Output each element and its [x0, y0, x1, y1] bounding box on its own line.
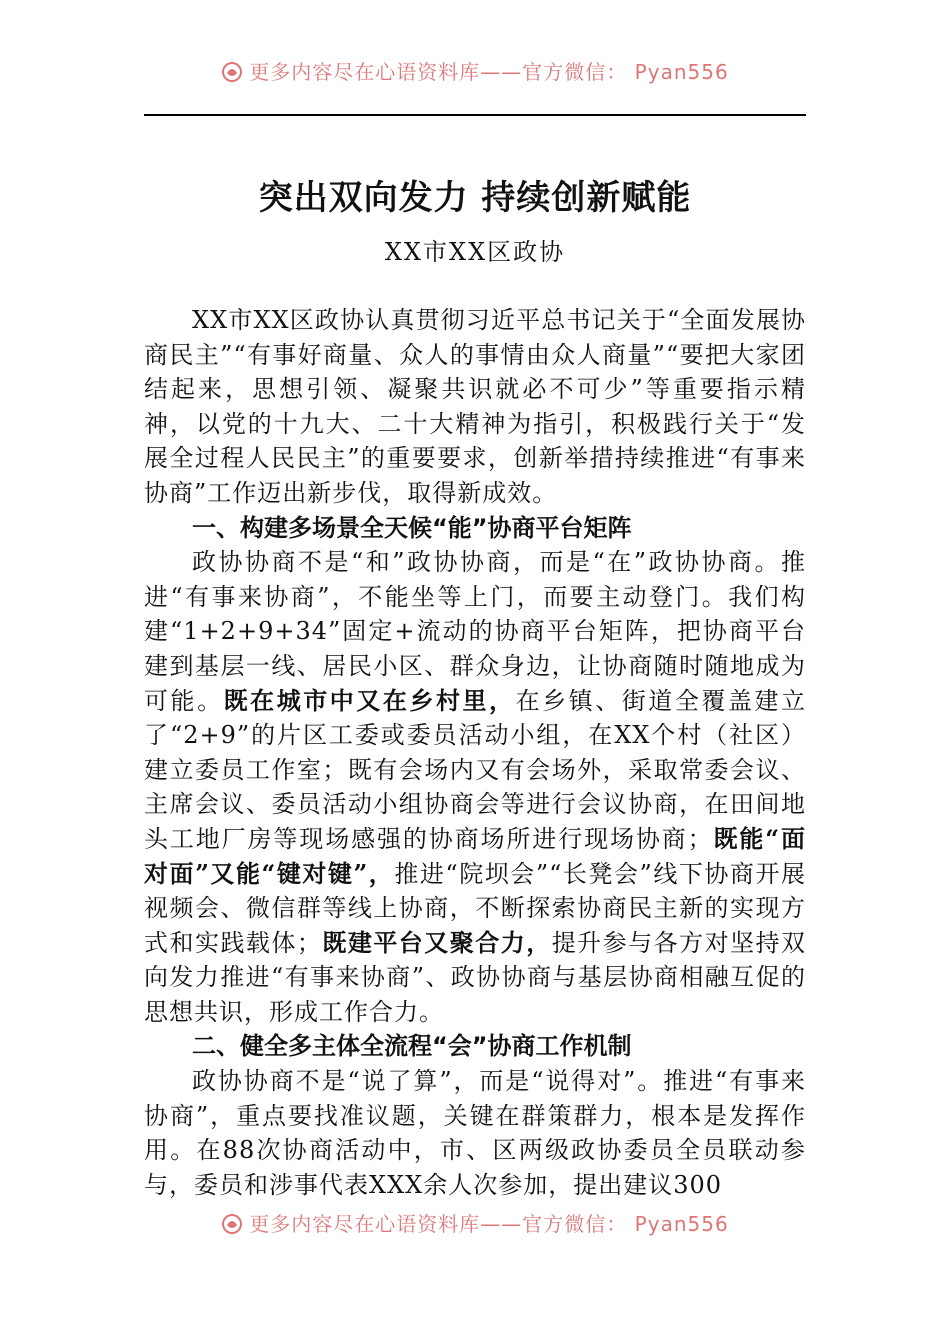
document-body — [144, 303, 806, 1202]
section-1-heading: 一、构建多场景全天候“能”协商平台矩阵 — [192, 513, 632, 542]
section-1-text-4: 提升参与各方对坚持双向发力推进“有事来协商”、政协协商与基层协商相融互促的思想共识，形成工作合力。 — [144, 928, 807, 1026]
watermark-text: 更多内容尽在心语资料库——官方微信： Pyan556 — [249, 60, 729, 84]
section-1-text-2: 在乡镇、街道全覆盖建立了“2+9”的片区工委或委员活动小组，在XX个村（社区）建立委员工作室；既有会场内又有会场外，采取常委会议、主席会议、委员活动小组协商会等进行会议协商，在田间地头工地厂房等现场感强的协商场所进行现场协商； — [144, 686, 807, 853]
section-1-text-3: 推进“院坝会”“长凳会”线下协商开展视频会、微信群等线上协商，不断探索协商民主新的实现方式和实践载体； — [144, 859, 806, 957]
section-1-bold-3: 既建平台又聚合力， — [321, 927, 552, 957]
section-2-heading: 二、健全多主体全流程“会”协商工作机制 — [192, 1032, 632, 1061]
watermark-header — [0, 56, 950, 85]
watermark-footer — [0, 1208, 950, 1237]
watermark-text: 更多内容尽在心语资料库——官方微信： Pyan556 — [249, 1212, 729, 1236]
logo-icon — [221, 1213, 243, 1235]
section-1-text-1: 政协协商不是“和”政协协商，而是“在”政协协商。推进“有事来协商”，不能坐等上门，而要主动登门。我们构建“1+2+9+34”固定+流动的协商平台矩阵，把协商平台建到基层一线、居民小区、群众身边，让协商随时随地成为可能。 — [144, 548, 806, 715]
document-title: 突出双向发力 持续创新赋能 — [258, 178, 692, 218]
section-1-paragraph — [144, 545, 806, 1029]
document-author: XX市XX区政协 — [384, 238, 566, 266]
logo-icon — [221, 61, 243, 83]
section-2-paragraph: 政协协商不是“说了算”，而是“说得对”。推进“有事来协商”，重点要找准议题，关键在群策群力，根本是发挥作用。在88次协商活动中，市、区两级政协委员全员联动参与，委员和涉事代表XXX余人次参加，提出建议300 — [144, 1067, 806, 1199]
section-1-bold-1: 既在城市中又在乡村里， — [223, 685, 516, 715]
section-1-bold-2: 既能“面对面”又能“键对键”， — [144, 823, 806, 888]
header-divider — [144, 114, 806, 116]
intro-paragraph: XX市XX区政协认真贯彻习近平总书记关于“全面发展协商民主”“有事好商量、众人的事情由众人商量”“要把大家团结起来，思想引领、凝聚共识就必不可少”等重要指示精神，以党的十九大、二十大精神为指引，积极践行关于“发展全过程人民民主”的重要要求，创新举措持续推进“有事来协商”工作迈出新步伐，取得新成效。 — [144, 306, 806, 507]
